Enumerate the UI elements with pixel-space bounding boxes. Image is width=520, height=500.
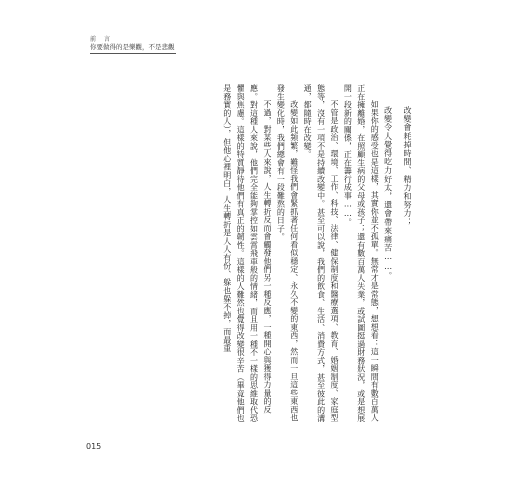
body-paragraph: 改變如此頻繁，難怪我們會緊抓著任何看似穩定、永久不變的東西，然而一旦這些東西也發生變化時，我們總會有一段難熬的日子。: [276, 84, 299, 422]
running-header-section: 前 言: [90, 36, 112, 43]
body-paragraph: 如果你的感受也是這樣，其實你並不孤單。無常才是常態，想想看：這一瞬間有數百萬人正在擁離婚，在照顧生病的父母或孩子；還有數百萬人失業，或試圖挺過財務狀況，或是想展開一段新的關係，正在籌行成事……。: [343, 84, 380, 423]
body-paragraph: 不過，對某些人來說，人生轉折反而會觸發他們另一種反應，一種開心與獲得力量的反應。對這種人來說，他們完全能夠掌控如雲霄飛車般的情緒，而且用一種不一樣的思維取代恐懼與焦慮。這樣的特質靜待他們有真正的韌性。這樣的人難然也覺得改變很辛苦（畢竟他們也是務實的人），但他心裡明白，人生轉折是人人有份、躲也躲不掉，而最重: [222, 84, 272, 423]
quote-line: 改變會耗掉時間、精力和努力；: [403, 106, 412, 227]
page-number: 015: [86, 442, 102, 451]
running-header-title: 你要做得的是樂觀，不是悲觀: [90, 43, 175, 51]
body-paragraph: 不管是政治、環境、工作、科技、法律、健保制度和醫療選項、教育、婚姻制度、家庭型態等，沒有一項不是持續改變中。甚至可以說，我們的飲食、生活、消費方式，甚至彼此的溝通，都隨時在改變。: [303, 84, 339, 423]
quote-line: 改變令人覺得吃力好太，還會帶來痛苦……。: [383, 106, 393, 280]
vertical-body-text: [130, 84, 414, 424]
header-rule: [90, 53, 176, 54]
